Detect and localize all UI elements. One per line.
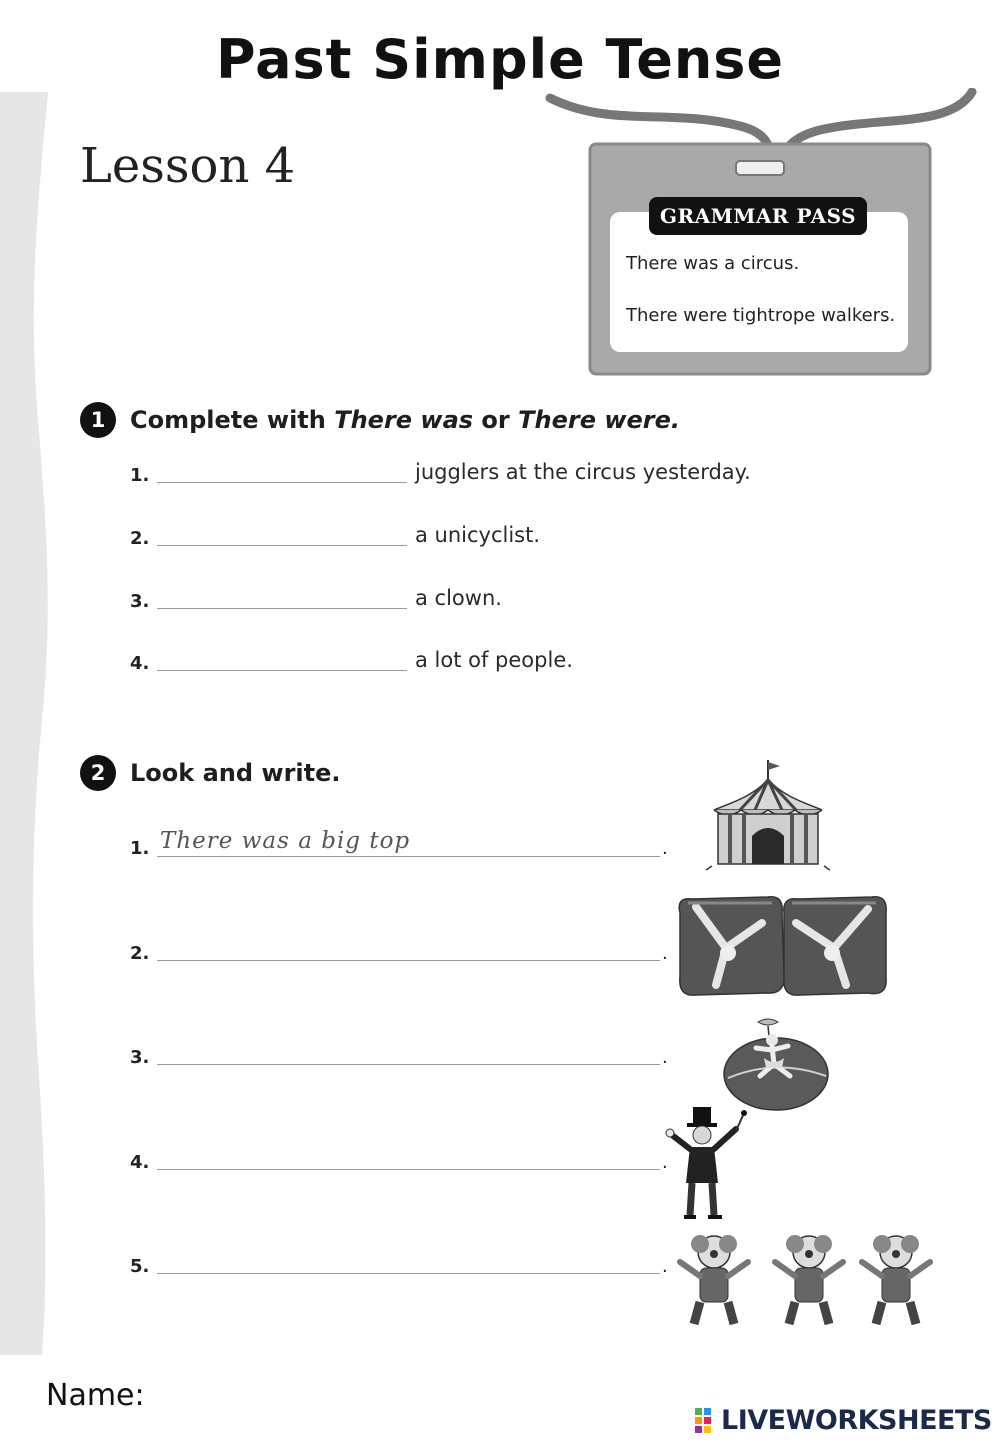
grammar-example-1: There was a circus. [626, 253, 800, 274]
ex2-answer-line-3[interactable] [157, 1064, 660, 1065]
ex1-answer-blank-4[interactable] [157, 670, 407, 671]
trapeze-artists-picture [676, 893, 888, 999]
ex1-item-number: 2. [130, 528, 150, 549]
ex1-item-number: 3. [130, 591, 150, 612]
ex2-answer-line-4[interactable] [157, 1169, 660, 1170]
ex2-answer-line-5[interactable] [157, 1273, 660, 1274]
ex1-item-text: a unicyclist. [415, 523, 541, 547]
name-label: Name: [46, 1378, 145, 1413]
ex2-period: . [662, 1047, 668, 1068]
ex1-answer-blank-2[interactable] [157, 545, 407, 546]
ex2-answer-1-handwritten[interactable]: There was a big top [160, 828, 411, 854]
exercise-1-option-2: There were. [518, 406, 681, 434]
exercise-2-number: 2 [80, 755, 116, 791]
ex2-period: . [662, 1256, 668, 1277]
grammar-pass-label: GRAMMAR PASS [649, 197, 867, 235]
worksheet-title: Past Simple Tense [215, 28, 785, 91]
exercise-1-number: 1 [80, 402, 116, 438]
liveworksheets-brand: LIVEWORKSHEETS [721, 1405, 992, 1436]
ex2-item-number: 1. [130, 838, 150, 859]
ex1-item-number: 4. [130, 653, 150, 674]
exercise-1-prefix: Complete with [130, 406, 335, 434]
tightrope-walker-picture [722, 1018, 830, 1113]
ex2-answer-line-1 [157, 856, 660, 857]
exercise-1-heading [80, 402, 680, 438]
grammar-pass-badge [530, 88, 1000, 383]
ex1-item-text: a lot of people. [415, 648, 573, 672]
liveworksheets-grid-icon [695, 1408, 721, 1434]
exercise-2-heading [80, 755, 341, 791]
ex2-item-number: 4. [130, 1152, 150, 1173]
ex2-item-number: 3. [130, 1047, 150, 1068]
big-top-tent-picture [700, 758, 830, 873]
side-wave-band [0, 0, 60, 1443]
lesson-heading: Lesson 4 [80, 138, 296, 194]
ex1-item-text: jugglers at the circus yesterday. [415, 460, 751, 484]
clowns-picture [666, 1222, 956, 1332]
ex2-period: . [662, 838, 668, 859]
ex2-item-number: 5. [130, 1256, 150, 1277]
exercise-1-option-1: There was [334, 406, 474, 434]
ex1-answer-blank-3[interactable] [157, 608, 407, 609]
exercise-2-instruction: Look and write. [130, 759, 341, 787]
ex1-item-number: 1. [130, 465, 150, 486]
ex1-item-text: a clown. [415, 586, 502, 610]
ex2-item-number: 2. [130, 943, 150, 964]
liveworksheets-logo [695, 1405, 992, 1436]
ringmaster-picture [660, 1103, 750, 1223]
ex2-answer-line-2[interactable] [157, 960, 660, 961]
exercise-1-mid: or [473, 406, 519, 434]
ex1-answer-blank-1[interactable] [157, 482, 407, 483]
ex2-period: . [662, 1152, 668, 1173]
grammar-example-2: There were tightrope walkers. [626, 305, 896, 326]
ex2-period: . [662, 943, 668, 964]
